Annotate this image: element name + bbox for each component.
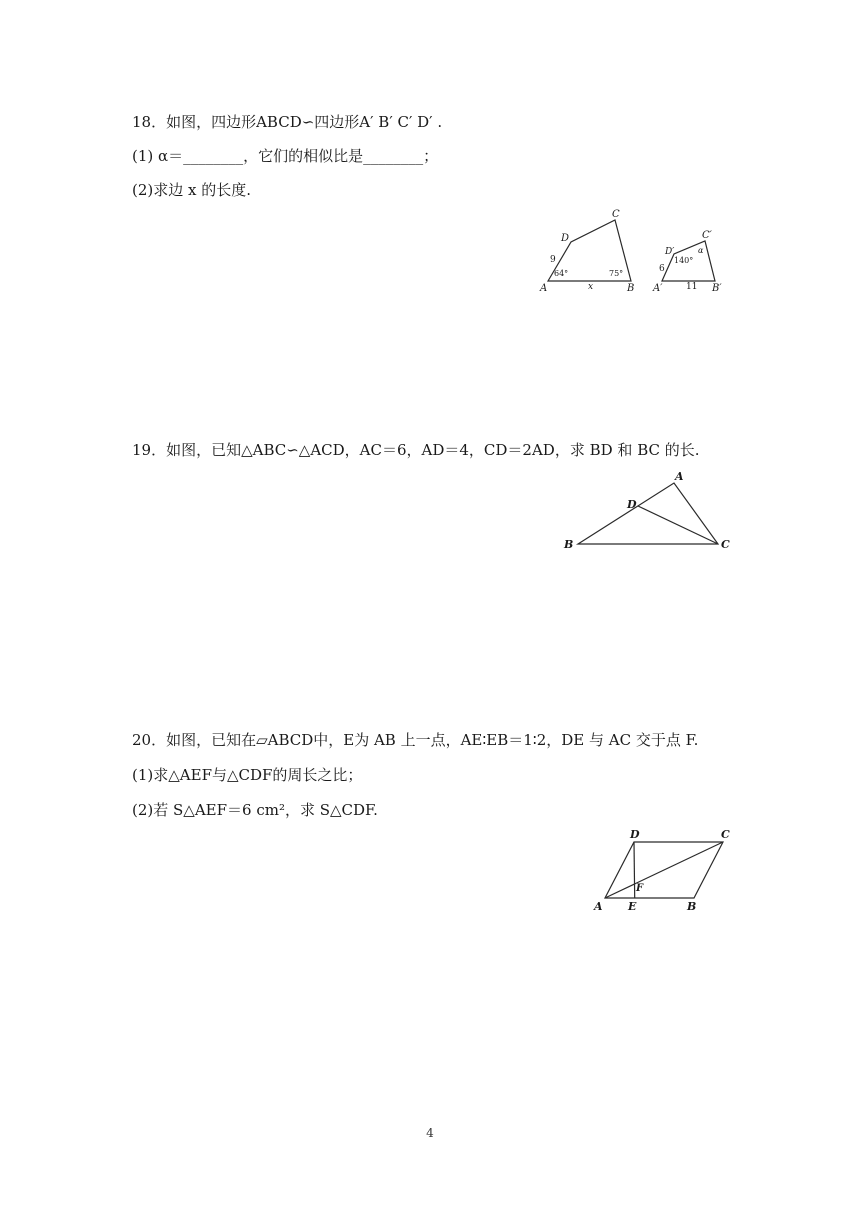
page-number: 4 — [426, 1126, 434, 1140]
label-a: A — [594, 900, 603, 913]
q18-part1: (1) α＝________，它们的相似比是________； — [132, 147, 439, 165]
label-e: E — [628, 900, 637, 913]
triangle-abc — [578, 483, 718, 544]
label-c: C — [721, 538, 730, 551]
label-a: A — [675, 470, 684, 483]
q19-title: 19．如图，已知△ABC∽△ACD，AC＝6，AD＝4，CD＝2AD，求 BD 和 BC 的长. — [132, 441, 700, 459]
q20-figure — [590, 824, 740, 914]
diagonal-ac — [605, 842, 723, 898]
label-b: B — [627, 283, 635, 294]
angle-a-label: 64° — [554, 269, 569, 278]
q18-figure — [538, 205, 728, 295]
label-d: D — [630, 828, 640, 841]
side-ab-label: x — [588, 282, 594, 292]
label-c2: C′ — [702, 230, 712, 241]
side-a2b2-label: 11 — [686, 282, 698, 292]
label-c: C — [721, 828, 730, 841]
q18-part2: (2)求边 x 的长度. — [132, 181, 252, 199]
angle-d2-label: 140° — [674, 256, 694, 265]
label-b: B — [564, 538, 574, 551]
label-a: A — [540, 283, 548, 294]
label-b: B — [687, 900, 697, 913]
q20-part2: (2)若 S△AEF＝6 cm²，求 S△CDF. — [132, 801, 378, 819]
q20-title: 20．如图，已知在▱ABCD中，E为 AB 上一点，AE∶EB＝1∶2，DE 与 AC 交于点 F. — [132, 731, 699, 749]
q18-title: 18．如图，四边形ABCD∽四边形A′ B′ C′ D′ . — [132, 113, 443, 131]
segment-de — [634, 842, 635, 898]
side-a2d2-label: 6 — [659, 264, 665, 274]
label-c: C — [612, 209, 620, 220]
label-d: D — [561, 233, 570, 244]
label-d: D — [627, 498, 637, 511]
segment-dc — [638, 506, 718, 544]
label-b2: B′ — [712, 283, 722, 294]
label-f: F — [636, 883, 644, 894]
angle-alpha-label: α — [698, 246, 704, 255]
side-ad-label: 9 — [550, 255, 556, 265]
q20-part1: (1)求△AEF与△CDF的周长之比； — [132, 766, 363, 784]
angle-b-label: 75° — [609, 269, 624, 278]
label-d2: D′ — [665, 247, 675, 257]
q19-figure — [558, 466, 738, 558]
label-a2: A′ — [653, 283, 663, 294]
